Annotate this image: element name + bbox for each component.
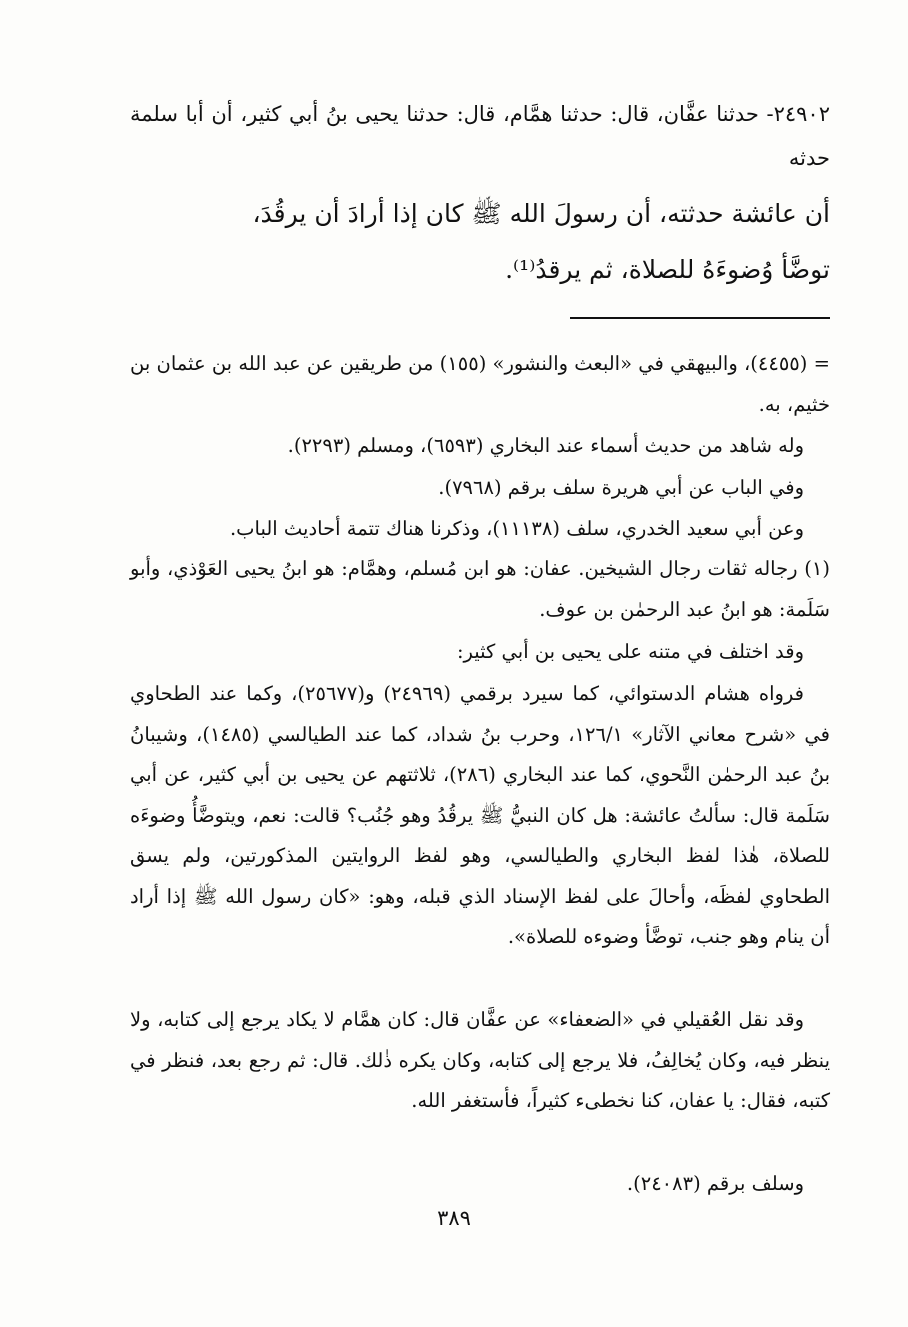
hadith-matn-line-2: توضَّأ وُضوءَهُ للصلاة، ثم يرقدُ⁽¹⁾. xyxy=(505,255,830,284)
page-number: ٣٨٩ xyxy=(437,1206,471,1230)
footnote-riwayat: فرواه هشام الدستوائي، كما سيرد برقمي (٢٤٩٦٩) و(٢٥٦٧٧)، وكما عند الطحاوي في «شرح معاني الآثار» ١٢٦/١، وحرب بنُ شداد، كما عند الطيالسي (١٤٨٥)، وشيبانُ بنُ عبد الرحمٰن النَّحوي، كما عند البخاري (٢٨٦)، ثلاثتهم عن يحيى بن أبي كثير، عن أبي سَلَمة قال: سألتُ عائشة: هل كان النبيُّ ﷺ يرقُدُ وهو جُنُب؟ قالت: نعم، ويتوضَّأُ وضوءَه للصلاة، هٰذا لفظ البخاري والطيالسي، وهو لفظ الروايتين المذكورتين، ولم يسق الطحاوي لفظَه، وأحالَ على لفظ الإسناد الذي قبله، وهو: «كان رسول الله ﷺ إذا أراد أن ينام وهو جنب، توضَّأ وضوءه للصلاة». xyxy=(130,682,831,948)
footnote-ikhtilaf-intro: وقد اختلف في متنه على يحيى بن أبي كثير: xyxy=(456,640,804,663)
footnote-bab-abu-said: وعن أبي سعيد الخدري، سلف (١١١٣٨)، وذكرنا هناك تتمة أحاديث الباب. xyxy=(229,517,804,540)
hadith-matn-line-1: أن عائشة حدثته، أن رسولَ الله ﷺ كان إذا أرادَ أن يرقُدَ، xyxy=(252,199,830,228)
footnote-shahid: وله شاهد من حديث أسماء عند البخاري (٦٥٩٣)، ومسلم (٢٢٩٣). xyxy=(287,434,804,457)
footnote-uqayli: وقد نقل العُقيلي في «الضعفاء» عن عفَّان قال: كان همَّام لا يكاد يرجع إلى كتابه، ولا ينظر فيه، وكان يُخالِفُ، فلا يرجع إلى كتابه، وكان يكره ذٰلك. قال: ثم رجع بعد، فنظر في كتبه، فقال: يا عفان، كنا نخطىء كثيراً، فأستغفر الله. xyxy=(130,1008,830,1112)
footnote-1-continuation: = (٤٤٥٥)، والبيهقي في «البعث والنشور» (١٥٥) من طريقين عن عبد الله بن عثمان بن خثيم، به. xyxy=(130,352,830,416)
footnote-separator xyxy=(570,317,830,319)
footnote-2-rijal: (١) رجاله ثقات رجال الشيخين. عفان: هو ابن مُسلم، وهمَّام: هو ابنُ يحيى العَوْذي، وأبو سَلَمة: هو ابنُ عبد الرحمٰن بن عوف. xyxy=(130,557,830,621)
footnote-bab-abu-hurayra: وفي الباب عن أبي هريرة سلف برقم (٧٩٦٨). xyxy=(438,476,804,499)
hadith-isnad: ٢٤٩٠٢- حدثنا عفَّان، قال: حدثنا همَّام، قال: حدثنا يحيى بنُ أبي كثير، أن أبا سلمة حدثه xyxy=(130,102,830,170)
footnote-salafa: وسلف برقم (٢٤٠٨٣). xyxy=(626,1172,804,1195)
